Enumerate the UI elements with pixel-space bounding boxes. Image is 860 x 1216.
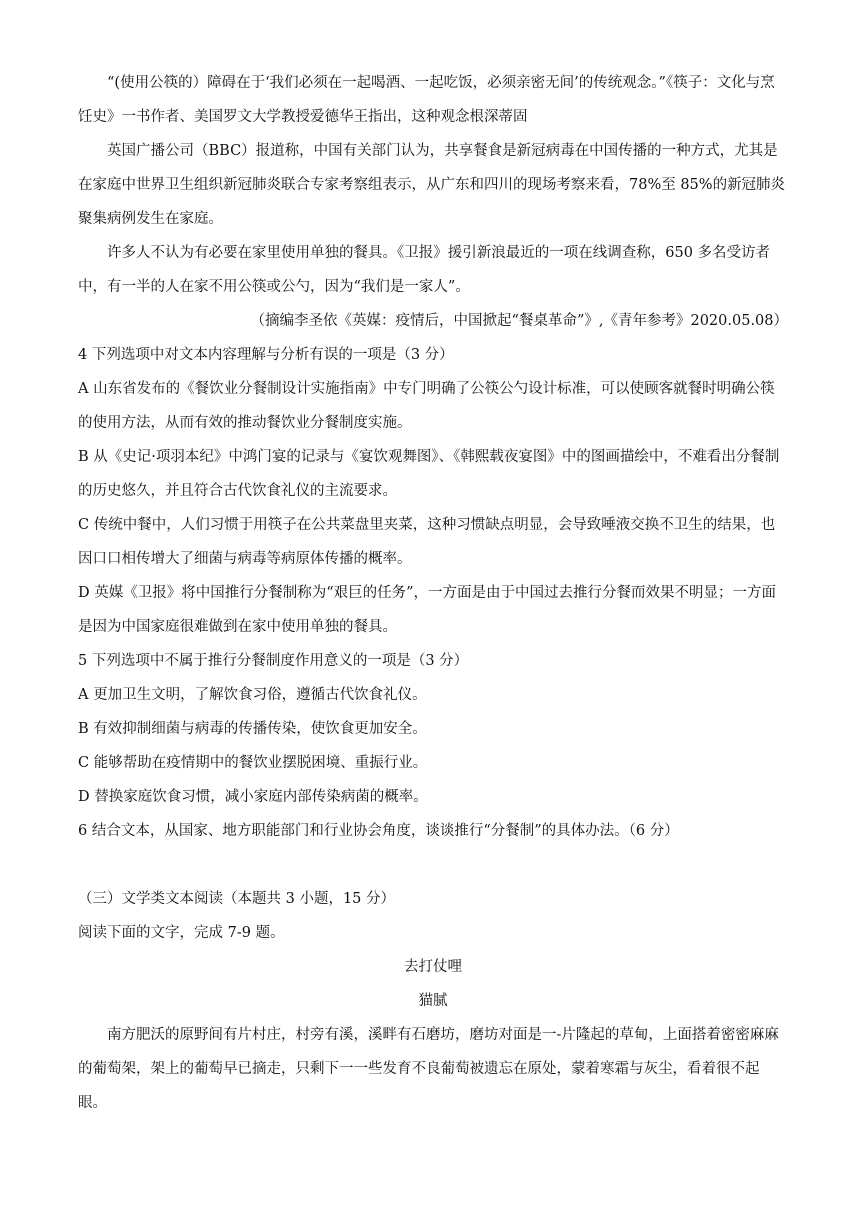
section-3-heading: （三）文学类文本阅读（本题共 3 小题，15 分） [78,891,396,907]
story-title: 去打仗哩 [404,959,462,975]
question-4-stem: 4 下列选项中对文本内容理解与分析有误的一项是（3 分） [78,347,454,363]
section-spacer [78,848,788,882]
document-page [78,66,788,1120]
question-4-option-b: B 从《史记·项羽本纪》中鸿门宴的记录与《宴饮观舞图》、《韩熙载夜宴图》中的图画描绘中，不难看出分餐制的历史悠久，并且符合古代饮食礼仪的主流要求。 [78,449,780,499]
paragraph-bbc-report: 英国广播公司（BBC）报道称，中国有关部门认为，共享餐食是新冠病毒在中国传播的一种方式，尤其是在家庭中世界卫生组织新冠肺炎联合专家考察组表示，从广东和四川的现场考察来看，78%至 85%的新冠肺炎聚集病例发生在家庭。 [78,143,786,227]
section-3-instruction: 阅读下面的文字，完成 7-9 题。 [78,925,285,941]
question-4-option-c: C 传统中餐中，人们习惯于用筷子在公共菜盘里夹菜，这种习惯缺点明显，会导致唾液交换不卫生的结果，也因口口相传增大了细菌与病毒等病原体传播的概率。 [78,517,776,567]
question-5-option-c: C 能够帮助在疫情期中的餐饮业摆脱困境、重振行业。 [78,755,428,771]
question-5-option-b: B 有效抑制细菌与病毒的传播传染，使饮食更加安全。 [78,721,427,737]
source-citation: （摘编李圣依《英媒：疫情后，中国掀起“餐桌革命”》,《青年参考》2020.05.08） [250,313,788,329]
paragraph-guardian-survey: 许多人不认为有必要在家里使用单独的餐具。《卫报》援引新浪最近的一项在线调查称，650 多名受访者中，有一半的人在家不用公筷或公勺，因为“我们是一家人”。 [78,245,771,295]
question-6: 6 结合文本，从国家、地方职能部门和行业协会角度，谈谈推行“分餐制”的具体办法。（6 分） [78,823,679,839]
question-5-option-a: A 更加卫生文明，了解饮食习俗，遵循古代饮食礼仪。 [78,687,427,703]
question-5-stem: 5 下列选项中不属于推行分餐制度作用意义的一项是（3 分） [78,653,469,669]
question-4-option-a: A 山东省发布的《餐饮业分餐制设计实施指南》中专门明确了公筷公勺设计标准，可以使顾客就餐时明确公筷的使用方法，从而有效的推动餐饮业分餐制度实施。 [78,381,775,431]
question-4-option-d: D 英媒《卫报》将中国推行分餐制称为“艰巨的任务”，一方面是由于中国过去推行分餐而效果不明显；一方面是因为中国家庭很难做到在家中使用单独的餐具。 [78,585,777,635]
paragraph-chopsticks-barrier: “(使用公筷的）障碍在于‘我们必须在一起喝酒、一起吃饭，必须亲密无间’的传统观念。”《筷子：文化与烹饪史》一书作者、美国罗文大学教授爱德华王指出，这种观念根深蒂固 [78,75,775,125]
story-author: 猫腻 [418,993,448,1009]
question-5-option-d: D 替换家庭饮食习惯，减小家庭内部传染病菌的概率。 [78,789,428,805]
story-paragraph: 南方肥沃的原野间有片村庄，村旁有溪，溪畔有石磨坊，磨坊对面是一-片隆起的草甸，上面搭着密密麻麻的葡萄架，架上的葡萄早已摘走，只剩下一一些发育不良葡萄被遗忘在原处，蒙着寒霜与灰尘，看着很不起眼。 [78,1027,779,1111]
